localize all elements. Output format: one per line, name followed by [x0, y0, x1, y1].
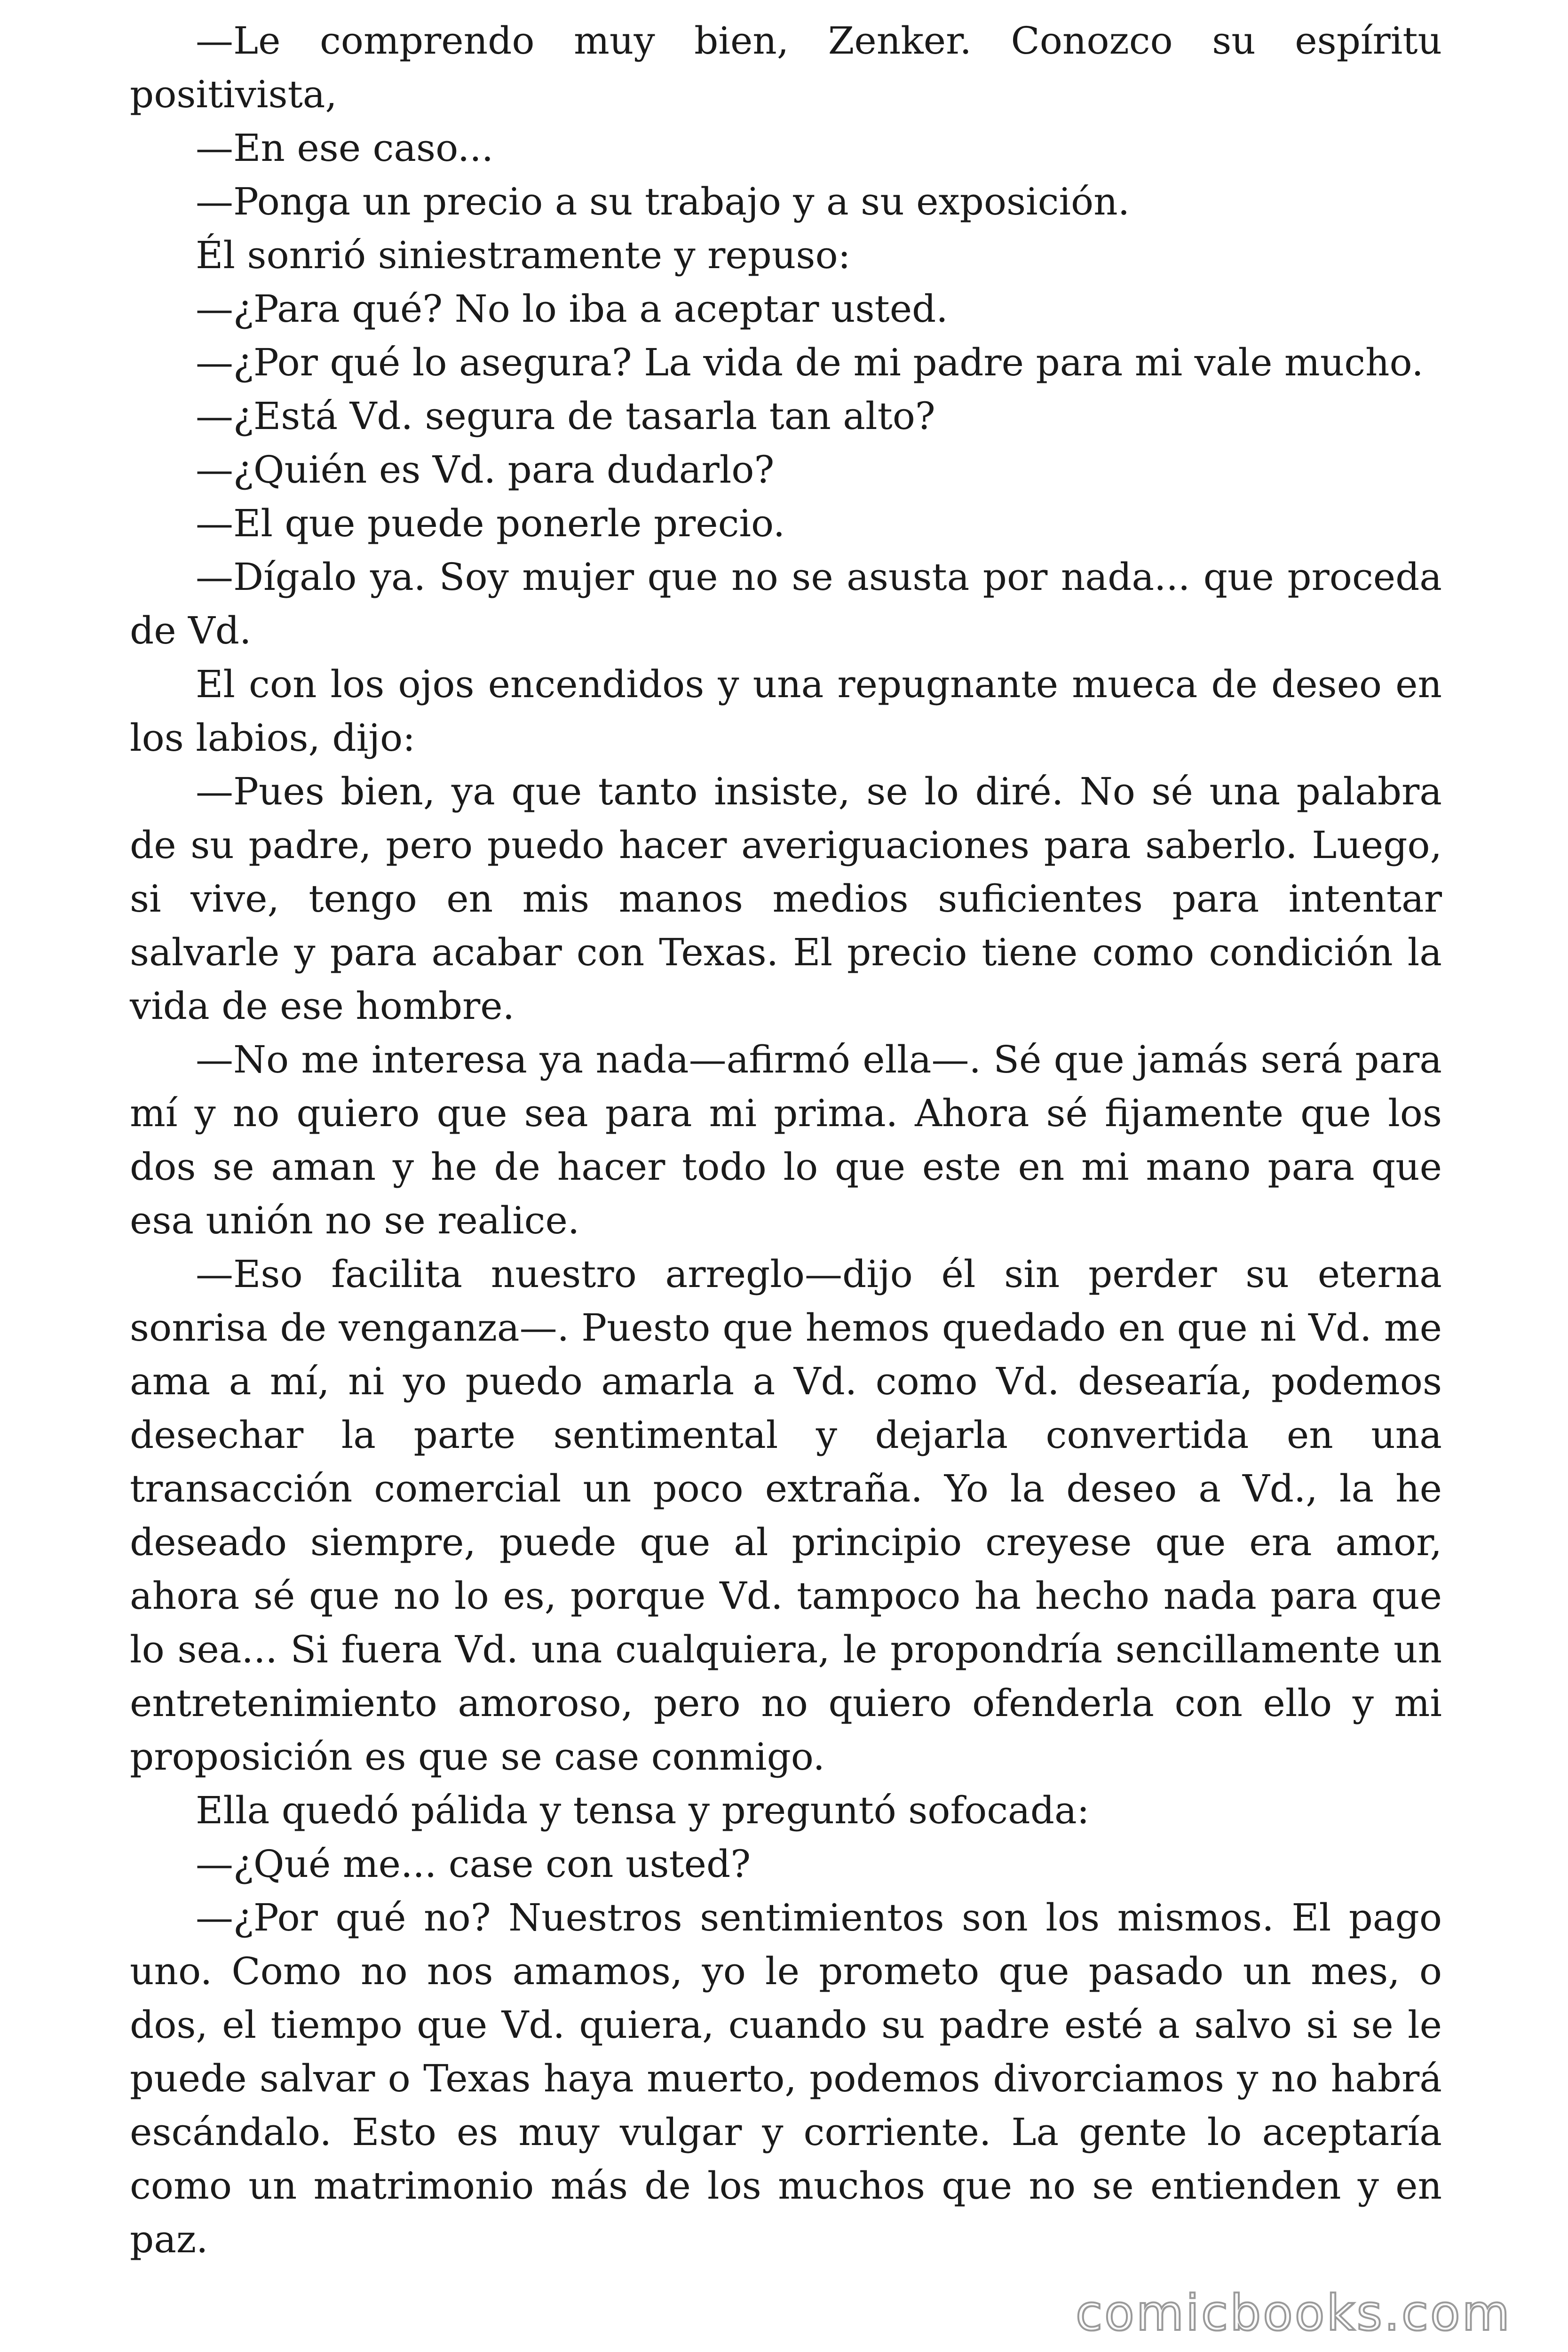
paragraph-3: —Ponga un precio a su trabajo y a su exposición.	[196, 180, 1130, 223]
paragraph-8: —¿Quién es Vd. para dudarlo?	[196, 448, 775, 492]
site-watermark: comicbooks.com	[1075, 2284, 1512, 2342]
paragraph-14: —Eso facilita nuestro arreglo—dijo él sin perder su eterna sonrisa de venganza—. Puesto que hemos quedado en que ni Vd. me ama a mí, ni yo puedo amarla a Vd. como Vd. desearía, podemos desechar la parte sentimental y dejarla convertida en una transacción comercial un poco extraña. Yo la deseo a Vd., la he deseado siempre, puede que al principio creyese que era amor, ahora sé que no lo es, porque Vd. tampoco ha hecho nada para que lo sea... Si fuera Vd. una cualquiera, le propondría sencillamente un entretenimiento amoroso, pero no quiero ofenderla con ello y mi proposición es que se case conmigo.	[130, 1252, 1442, 1779]
paragraph-6: —¿Por qué lo asegura? La vida de mi padre para mi vale mucho.	[196, 341, 1424, 384]
paragraph-1: —Le comprendo muy bien, Zenker. Conozco su espíritu positivista,	[130, 19, 1442, 116]
paragraph-11: El con los ojos encendidos y una repugnante mueca de deseo en los labios, dijo:	[130, 662, 1442, 760]
paragraph-10: —Dígalo ya. Soy mujer que no se asusta por nada... que proceda de Vd.	[130, 555, 1442, 652]
paragraph-17: —¿Por qué no? Nuestros sentimientos son los mismos. El pago uno. Como no nos amamos, yo le prometo que pasado un mes, o dos, el tiempo que Vd. quiera, cuando su padre esté a salvo si se le puede salvar o Texas haya muerto, podemos divorciamos y no habrá escándalo. Esto es muy vulgar y corriente. La gente lo aceptaría como un matrimonio más de los muchos que no se entienden y en paz.	[130, 1896, 1442, 2261]
paragraph-5: —¿Para qué? No lo iba a aceptar usted.	[196, 287, 948, 331]
paragraph-2: —En ese caso...	[196, 126, 494, 170]
paragraph-16: —¿Qué me... case con usted?	[196, 1842, 751, 1886]
paragraph-9: —El que puede ponerle precio.	[196, 501, 785, 545]
paragraph-13: —No me interesa ya nada—afirmó ella—. Sé que jamás será para mí y no quiero que sea para mi prima. Ahora sé fijamente que los dos se aman y he de hacer todo lo que este en mi mano para que esa unión no se realice.	[130, 1038, 1442, 1242]
paragraph-7: —¿Está Vd. segura de tasarla tan alto?	[196, 394, 935, 438]
paragraph-4: Él sonrió siniestramente y repuso:	[196, 233, 851, 277]
paragraph-15: Ella quedó pálida y tensa y preguntó sofocada:	[196, 1788, 1090, 1832]
paragraph-12: —Pues bien, ya que tanto insiste, se lo diré. No sé una palabra de su padre, pero puedo hacer averiguaciones para saberlo. Luego, si vive, tengo en mis manos medios suficientes para intentar salvarle y para acabar con Texas. El precio tiene como condición la vida de ese hombre.	[130, 770, 1442, 1028]
page-text	[130, 14, 1442, 2266]
